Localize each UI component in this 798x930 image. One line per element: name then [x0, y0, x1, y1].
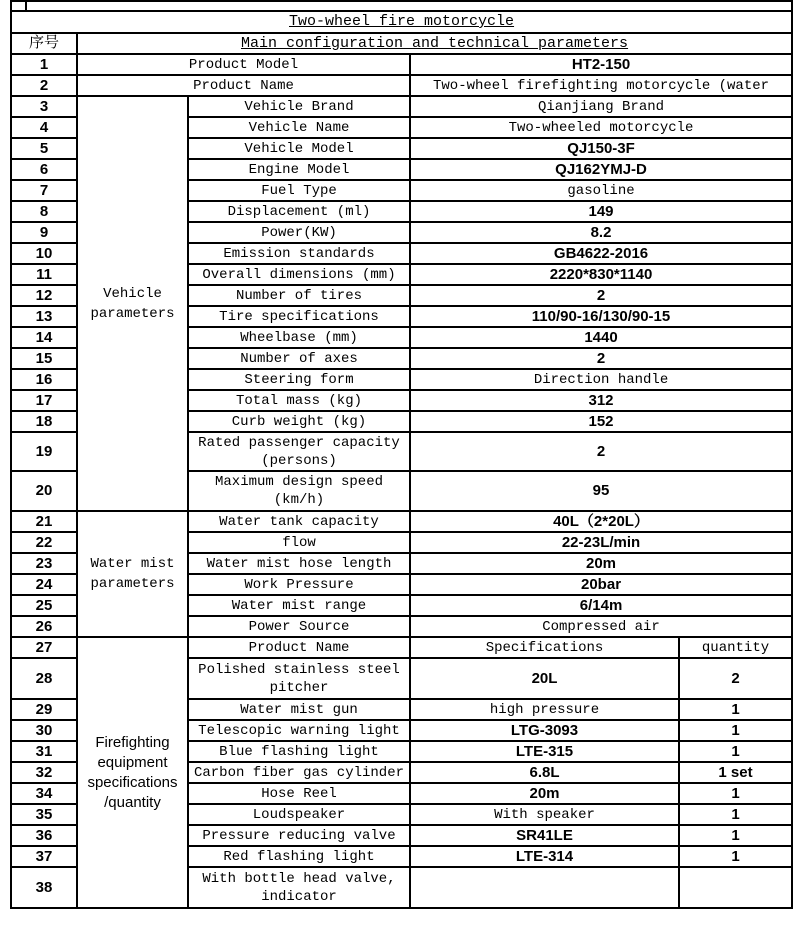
serial-cell: 3: [11, 96, 77, 117]
qty-cell: 1: [679, 783, 792, 804]
serial-cell: 8: [11, 201, 77, 222]
label-cell: Vehicle Name: [188, 117, 410, 138]
value-cell: gasoline: [410, 180, 792, 201]
spec-cell: LTE-314: [410, 846, 679, 867]
label-header-cell: Product Name: [188, 637, 410, 658]
label-cell: Tire specifications: [188, 306, 410, 327]
serial-cell: 20: [11, 471, 77, 511]
label-cell: Water mist range: [188, 595, 410, 616]
spec-cell: LTG-3093: [410, 720, 679, 741]
label-cell: Carbon fiber gas cylinder: [188, 762, 410, 783]
label-cell: Red flashing light: [188, 846, 410, 867]
top-partial-divider: [25, 2, 27, 10]
qty-cell: 1: [679, 741, 792, 762]
spec-cell: 6.8L: [410, 762, 679, 783]
row-title: [11, 11, 792, 33]
label-cell: Power Source: [188, 616, 410, 637]
serial-cell: 26: [11, 616, 77, 637]
spec-cell: With speaker: [410, 804, 679, 825]
label-cell: With bottle head valve, indicator: [188, 867, 410, 908]
label-cell: Telescopic warning light: [188, 720, 410, 741]
label-cell: Wheelbase (mm): [188, 327, 410, 348]
label-cell: Vehicle Model: [188, 138, 410, 159]
value-cell: 20bar: [410, 574, 792, 595]
value-cell: HT2-150: [410, 54, 792, 75]
value-cell: 20m: [410, 553, 792, 574]
label-cell: Polished stainless steel pitcher: [188, 658, 410, 699]
spec-document: [10, 0, 791, 909]
label-cell: Blue flashing light: [188, 741, 410, 762]
serial-cell: 23: [11, 553, 77, 574]
serial-cell: 14: [11, 327, 77, 348]
label-cell: Vehicle Brand: [188, 96, 410, 117]
table-row: [11, 75, 792, 96]
label-cell: Rated passenger capacity (persons): [188, 432, 410, 471]
label-cell: Number of axes: [188, 348, 410, 369]
qty-cell: [679, 867, 792, 908]
value-cell: 95: [410, 471, 792, 511]
serial-cell: 36: [11, 825, 77, 846]
label-cell: Fuel Type: [188, 180, 410, 201]
label-cell: Total mass (kg): [188, 390, 410, 411]
label-cell: Power(KW): [188, 222, 410, 243]
qty-cell: 2: [679, 658, 792, 699]
serial-cell: 27: [11, 637, 77, 658]
label-cell: Work Pressure: [188, 574, 410, 595]
value-cell: 152: [410, 411, 792, 432]
serial-cell: 10: [11, 243, 77, 264]
value-cell: GB4622-2016: [410, 243, 792, 264]
table-row: [11, 96, 792, 117]
serial-cell: 35: [11, 804, 77, 825]
spec-cell: SR41LE: [410, 825, 679, 846]
label-cell: Hose Reel: [188, 783, 410, 804]
serial-cell: 22: [11, 532, 77, 553]
serial-cell: 30: [11, 720, 77, 741]
value-cell: Two-wheeled motorcycle: [410, 117, 792, 138]
group-cell-vehicle: Vehicle parameters: [77, 96, 188, 511]
serial-cell: 12: [11, 285, 77, 306]
label-cell: Number of tires: [188, 285, 410, 306]
label-cell: Product Model: [77, 54, 410, 75]
value-cell: 2: [410, 432, 792, 471]
label-cell: Overall dimensions (mm): [188, 264, 410, 285]
serial-cell: 24: [11, 574, 77, 595]
serial-cell: 17: [11, 390, 77, 411]
spec-table: [10, 0, 793, 909]
serial-cell: 18: [11, 411, 77, 432]
value-cell: 110/90-16/130/90-15: [410, 306, 792, 327]
serial-cell: 38: [11, 867, 77, 908]
serial-cell: 29: [11, 699, 77, 720]
label-cell: Emission standards: [188, 243, 410, 264]
row-equipment-header: [11, 637, 792, 658]
value-cell: 149: [410, 201, 792, 222]
label-cell: Product Name: [77, 75, 410, 96]
label-cell: Curb weight (kg): [188, 411, 410, 432]
serial-cell: 15: [11, 348, 77, 369]
serial-cell: 32: [11, 762, 77, 783]
serial-cell: 37: [11, 846, 77, 867]
value-cell: QJ150-3F: [410, 138, 792, 159]
spec-cell: high pressure: [410, 699, 679, 720]
serial-header-cell: 序号: [11, 33, 77, 54]
value-cell: 1440: [410, 327, 792, 348]
qty-cell: 1: [679, 699, 792, 720]
table-title: Two-wheel fire motorcycle: [11, 11, 792, 33]
spec-cell: 20L: [410, 658, 679, 699]
serial-cell: 28: [11, 658, 77, 699]
serial-cell: 16: [11, 369, 77, 390]
label-cell: Water mist gun: [188, 699, 410, 720]
value-cell: 2220*830*1140: [410, 264, 792, 285]
serial-cell: 34: [11, 783, 77, 804]
serial-cell: 9: [11, 222, 77, 243]
serial-cell: 19: [11, 432, 77, 471]
qty-cell: 1 set: [679, 762, 792, 783]
qty-cell: 1: [679, 804, 792, 825]
serial-cell: 13: [11, 306, 77, 327]
label-cell: Engine Model: [188, 159, 410, 180]
qty-cell: 1: [679, 825, 792, 846]
label-cell: Steering form: [188, 369, 410, 390]
value-cell: 312: [410, 390, 792, 411]
serial-cell: 25: [11, 595, 77, 616]
value-cell: Qianjiang Brand: [410, 96, 792, 117]
qty-cell: 1: [679, 720, 792, 741]
value-cell: Direction handle: [410, 369, 792, 390]
label-cell: Displacement (ml): [188, 201, 410, 222]
value-cell: QJ162YMJ-D: [410, 159, 792, 180]
table-row: [11, 511, 792, 532]
serial-cell: 5: [11, 138, 77, 159]
qty-cell: 1: [679, 846, 792, 867]
value-cell: 6/14m: [410, 595, 792, 616]
spec-header-cell: Specifications: [410, 637, 679, 658]
label-cell: flow: [188, 532, 410, 553]
value-cell: Compressed air: [410, 616, 792, 637]
label-cell: Water tank capacity: [188, 511, 410, 532]
serial-cell: 2: [11, 75, 77, 96]
serial-cell: 21: [11, 511, 77, 532]
value-cell: Two-wheel firefighting motorcycle (water: [410, 75, 792, 96]
label-cell: Pressure reducing valve: [188, 825, 410, 846]
spec-cell: 20m: [410, 783, 679, 804]
value-cell: 40L（2*20L）: [410, 511, 792, 532]
value-cell: 8.2: [410, 222, 792, 243]
group-cell-equipment: Firefighting equipment specifications /quantity: [77, 637, 188, 908]
serial-cell: 1: [11, 54, 77, 75]
group-cell-water-mist: Water mist parameters: [77, 511, 188, 637]
value-cell: 22-23L/min: [410, 532, 792, 553]
label-cell: Water mist hose length: [188, 553, 410, 574]
serial-cell: 11: [11, 264, 77, 285]
serial-cell: 31: [11, 741, 77, 762]
label-cell: Maximum design speed (km/h): [188, 471, 410, 511]
label-cell: Loudspeaker: [188, 804, 410, 825]
section-header-cell: Main configuration and technical parameters: [77, 33, 792, 54]
table-row: [11, 54, 792, 75]
spec-cell: LTE-315: [410, 741, 679, 762]
row-section-header: [11, 33, 792, 54]
spec-cell: [410, 867, 679, 908]
top-partial-cell: [11, 1, 792, 11]
serial-cell: 6: [11, 159, 77, 180]
qty-header-cell: quantity: [679, 637, 792, 658]
value-cell: 2: [410, 285, 792, 306]
serial-cell: 4: [11, 117, 77, 138]
row-top-partial: [11, 1, 792, 11]
value-cell: 2: [410, 348, 792, 369]
serial-cell: 7: [11, 180, 77, 201]
